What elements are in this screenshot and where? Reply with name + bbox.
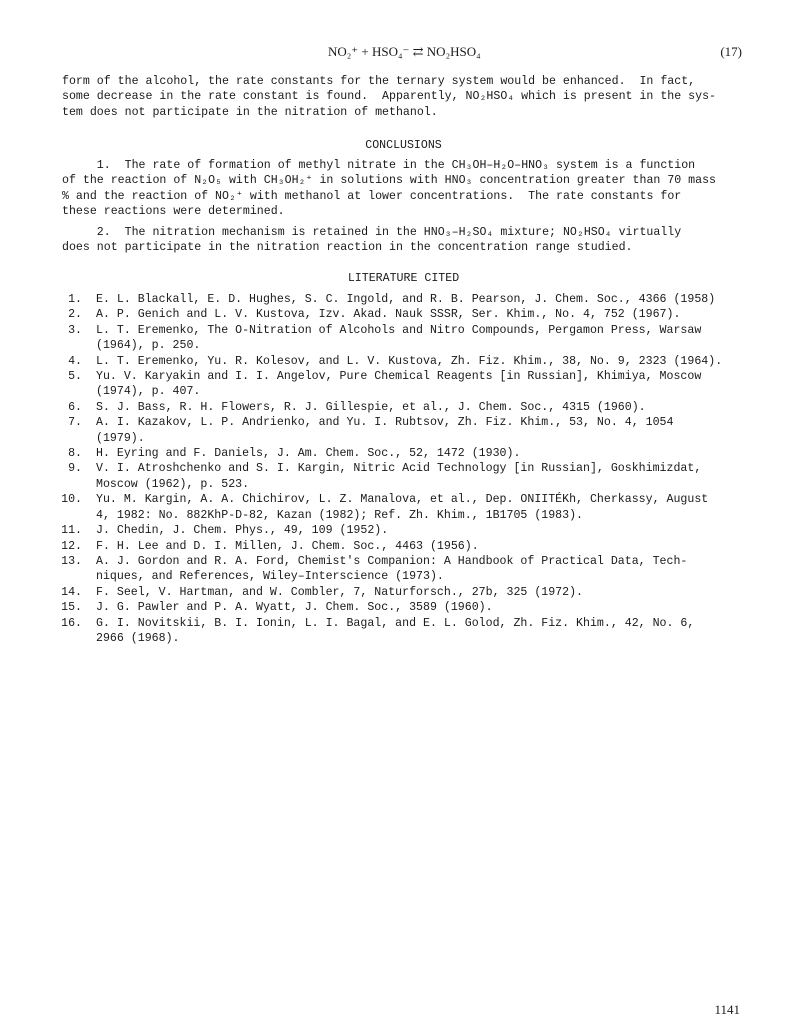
conclusion-item-1: 1. The rate of formation of methyl nitrate in the CH₃OH–H₂O–HNO₃ system is a function of the reaction of N₂O₅ with CH₃OH₂⁺ in solutions with HNO₃ concentration greater than 70 mass % and the reaction of NO₂⁺ with methanol at lower concentrations. The rate constants for these reactions were determined.: [62, 159, 717, 219]
reference-text: S. J. Bass, R. H. Flowers, R. J. Gillespie, et al., J. Chem. Soc., 4315 (1960).: [96, 400, 646, 414]
reference-number: 6.: [68, 400, 82, 414]
reference-number: 11.: [61, 524, 82, 538]
equation-number: (17): [720, 44, 742, 59]
reference-text: E. L. Blackall, E. D. Hughes, S. C. Ingold, and R. B. Pearson, J. Chem. Soc., 4366 (1958): [96, 293, 716, 306]
reference-text: L. T. Eremenko, Yu. R. Kolesov, and L. V. Kustova, Zh. Fiz. Khim., 38, No. 9, 2323 (1964).: [96, 354, 723, 368]
reference-text: Yu. V. Karyakin and I. I. Angelov, Pure Chemical Reagents [in Russian], Khimiya, Moscow (1974), p. 407.: [96, 370, 702, 399]
reference-text: F. H. Lee and D. I. Millen, J. Chem. Soc., 4463 (1956).: [96, 539, 479, 553]
conclusions-heading: CONCLUSIONS: [365, 139, 442, 152]
reference-item: [56, 307, 766, 322]
reference-item: [56, 492, 766, 523]
reference-number: 2.: [68, 308, 82, 322]
reference-text: H. Eyring and F. Daniels, J. Am. Chem. Soc., 52, 1472 (1930).: [96, 447, 521, 461]
reference-item: [56, 585, 766, 600]
reference-number: 9.: [68, 462, 82, 476]
reference-text: A. P. Genich and L. V. Kustova, Izv. Akad. Nauk SSSR, Ser. Khim., No. 4, 752 (1967).: [96, 308, 681, 322]
reference-number: 8.: [68, 447, 82, 461]
conclusion-item-2: 2. The nitration mechanism is retained in the HNO₃–H₂SO₄ mixture; NO₂HSO₄ virtually does not participate in the nitration reaction in the concentration range studied.: [62, 226, 682, 255]
reference-number: 4.: [68, 354, 82, 368]
reference-text: F. Seel, V. Hartman, and W. Combler, 7, Naturforsch., 27b, 325 (1972).: [96, 585, 584, 599]
reference-item: [56, 292, 766, 307]
reference-number: 1.: [68, 293, 82, 306]
reference-text: J. G. Pawler and P. A. Wyatt, J. Chem. Soc., 3589 (1960).: [96, 601, 493, 615]
intro-paragraph: form of the alcohol, the rate constants for the ternary system would be enhanced. In fact, some decrease in the rate constant is found. Apparently, NO₂HSO₄ which is present in the sys- tem does not participate in the nitration of methanol.: [62, 75, 716, 119]
reference-number: 10.: [61, 493, 82, 507]
reference-number: 15.: [61, 601, 82, 615]
reference-item: [56, 539, 766, 554]
reference-number: 12.: [61, 539, 82, 553]
reference-item: [56, 369, 766, 400]
reference-text: A. I. Kazakov, L. P. Andrienko, and Yu. I. Rubtsov, Zh. Fiz. Khim., 53, No. 4, 1054 (1979).: [96, 416, 674, 445]
reference-item: [56, 446, 766, 461]
reference-number: 13.: [61, 554, 82, 568]
equation-block: [260, 44, 760, 62]
reference-item: [56, 523, 766, 538]
reference-item: [56, 400, 766, 415]
reference-item: [56, 616, 766, 647]
reference-list: [56, 292, 766, 646]
reference-item: [56, 461, 766, 492]
reference-item: [56, 323, 766, 354]
reference-item: [56, 554, 766, 585]
reference-number: 16.: [61, 616, 82, 630]
literature-heading: LITERATURE CITED: [347, 272, 460, 285]
reference-item: [56, 354, 766, 369]
reference-text: J. Chedin, J. Chem. Phys., 49, 109 (1952).: [96, 524, 389, 538]
reference-number: 5.: [68, 370, 82, 384]
reference-item: [56, 600, 766, 615]
reference-number: 14.: [61, 585, 82, 599]
reference-text: L. T. Eremenko, The O-Nitration of Alcohols and Nitro Compounds, Pergamon Press, Warsaw (1964), p. 250.: [96, 323, 702, 353]
page-number: 1141: [714, 1002, 740, 1017]
equation-text: NO₂⁺ + HSO₄⁻ ⇄ NO₂HSO₄: [328, 44, 481, 59]
reference-number: 3.: [68, 323, 82, 337]
reference-text: G. I. Novitskii, B. I. Ionin, L. I. Bagal, and E. L. Golod, Zh. Fiz. Khim., 42, No. 6, 2966 (1968).: [96, 616, 695, 645]
reference-text: V. I. Atroshchenko and S. I. Kargin, Nitric Acid Technology [in Russian], Goskhimizdat, Moscow (1962), p. 523.: [96, 462, 702, 491]
reference-text: A. J. Gordon and R. A. Ford, Chemist's Companion: A Handbook of Practical Data, Tech- niques, and References, Wiley–Interscience (1973).: [96, 554, 688, 584]
reference-text: Yu. M. Kargin, A. A. Chichirov, L. Z. Manalova, et al., Dep. ONIITÉKh, Cherkassy, August 4, 1982: No. 882KhP-D-82, Kazan (1982); Ref. Zh. Khim., 1B1705 (1983).: [96, 493, 709, 522]
reference-item: [56, 415, 766, 446]
reference-number: 7.: [68, 416, 82, 430]
